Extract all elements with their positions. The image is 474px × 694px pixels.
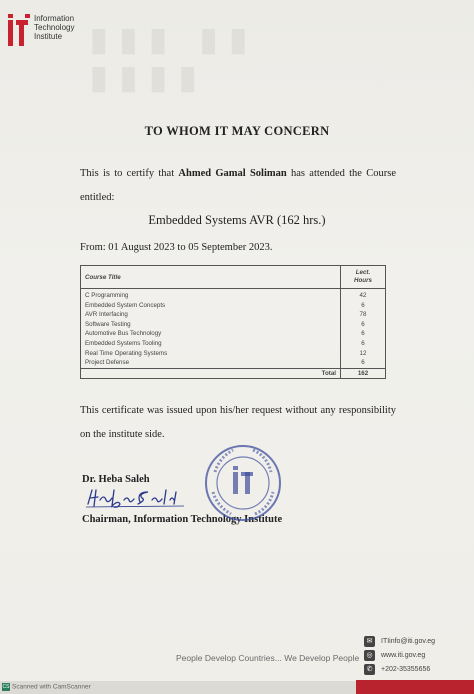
contact-web: ◎ www.iti.gov.eg bbox=[364, 648, 435, 662]
logo-text-line: Institute bbox=[34, 32, 63, 41]
logo-text-line: Technology bbox=[34, 23, 75, 32]
official-stamp bbox=[203, 442, 283, 524]
course-period: From: 01 August 2023 to 05 September 2023. bbox=[80, 242, 273, 253]
table-row: Automotive Bus Technology 6 bbox=[81, 329, 386, 339]
table-row: Project Defense 6 bbox=[81, 358, 386, 368]
iti-logo bbox=[8, 14, 74, 48]
footer-red-band bbox=[356, 680, 474, 694]
contact-email: ✉ ITIinfo@iti.gov.eg bbox=[364, 634, 435, 648]
course-title: Embedded Systems AVR (162 hrs.) bbox=[148, 213, 326, 227]
signatory-name: Dr. Heba Saleh bbox=[82, 474, 150, 485]
table-total-row bbox=[81, 368, 386, 379]
footer-slogan: People Develop Countries... We Develop People bbox=[176, 653, 360, 663]
disclaimer-paragraph: This certificate was issued upon his/her request without any responsibility on the institute side. bbox=[80, 405, 396, 440]
recipient-name: Ahmed Gamal Soliman bbox=[178, 168, 287, 179]
iti-logo-mark bbox=[8, 14, 30, 48]
document-heading: TO WHOM IT MAY CONCERN bbox=[144, 124, 330, 138]
total-label: Total bbox=[81, 368, 341, 379]
table-header-row bbox=[81, 266, 386, 289]
table-row: C Programming 42 bbox=[81, 289, 386, 301]
scanner-watermark: CS Scanned with CamScanner bbox=[2, 683, 91, 691]
certify-suffix: has attended the Course entitled: bbox=[80, 168, 397, 203]
column-header-hours: Lect. Hours bbox=[341, 266, 386, 289]
column-header-title: Course Title bbox=[81, 266, 341, 289]
contact-phone: ✆ +202-35355656 bbox=[364, 662, 435, 676]
email-icon: ✉ bbox=[364, 636, 375, 647]
total-value: 162 bbox=[341, 368, 386, 379]
bleed-through-shadow: ▮▮▮ ▮▮ ▮▮▮▮ bbox=[90, 21, 259, 95]
course-table bbox=[80, 265, 386, 379]
certify-paragraph bbox=[80, 162, 396, 210]
table-row: Real Time Operating Systems 12 bbox=[81, 349, 386, 359]
signatory-role: Chairman, Information Technology Institute bbox=[82, 514, 283, 525]
table-row: Software Testing 6 bbox=[81, 320, 386, 330]
phone-icon: ✆ bbox=[364, 664, 375, 675]
logo-text-line: Information bbox=[34, 14, 75, 23]
globe-icon: ◎ bbox=[364, 650, 375, 661]
contact-block bbox=[364, 634, 435, 676]
camscanner-icon: CS bbox=[2, 684, 10, 690]
table-row: Embedded Systems Tooling 6 bbox=[81, 339, 386, 349]
table-row: AVR Interfacing 78 bbox=[81, 310, 386, 320]
handwritten-signature bbox=[84, 486, 194, 512]
table-row: Embedded System Concepts 6 bbox=[81, 301, 386, 311]
certify-prefix: This is to certify that bbox=[80, 168, 179, 179]
